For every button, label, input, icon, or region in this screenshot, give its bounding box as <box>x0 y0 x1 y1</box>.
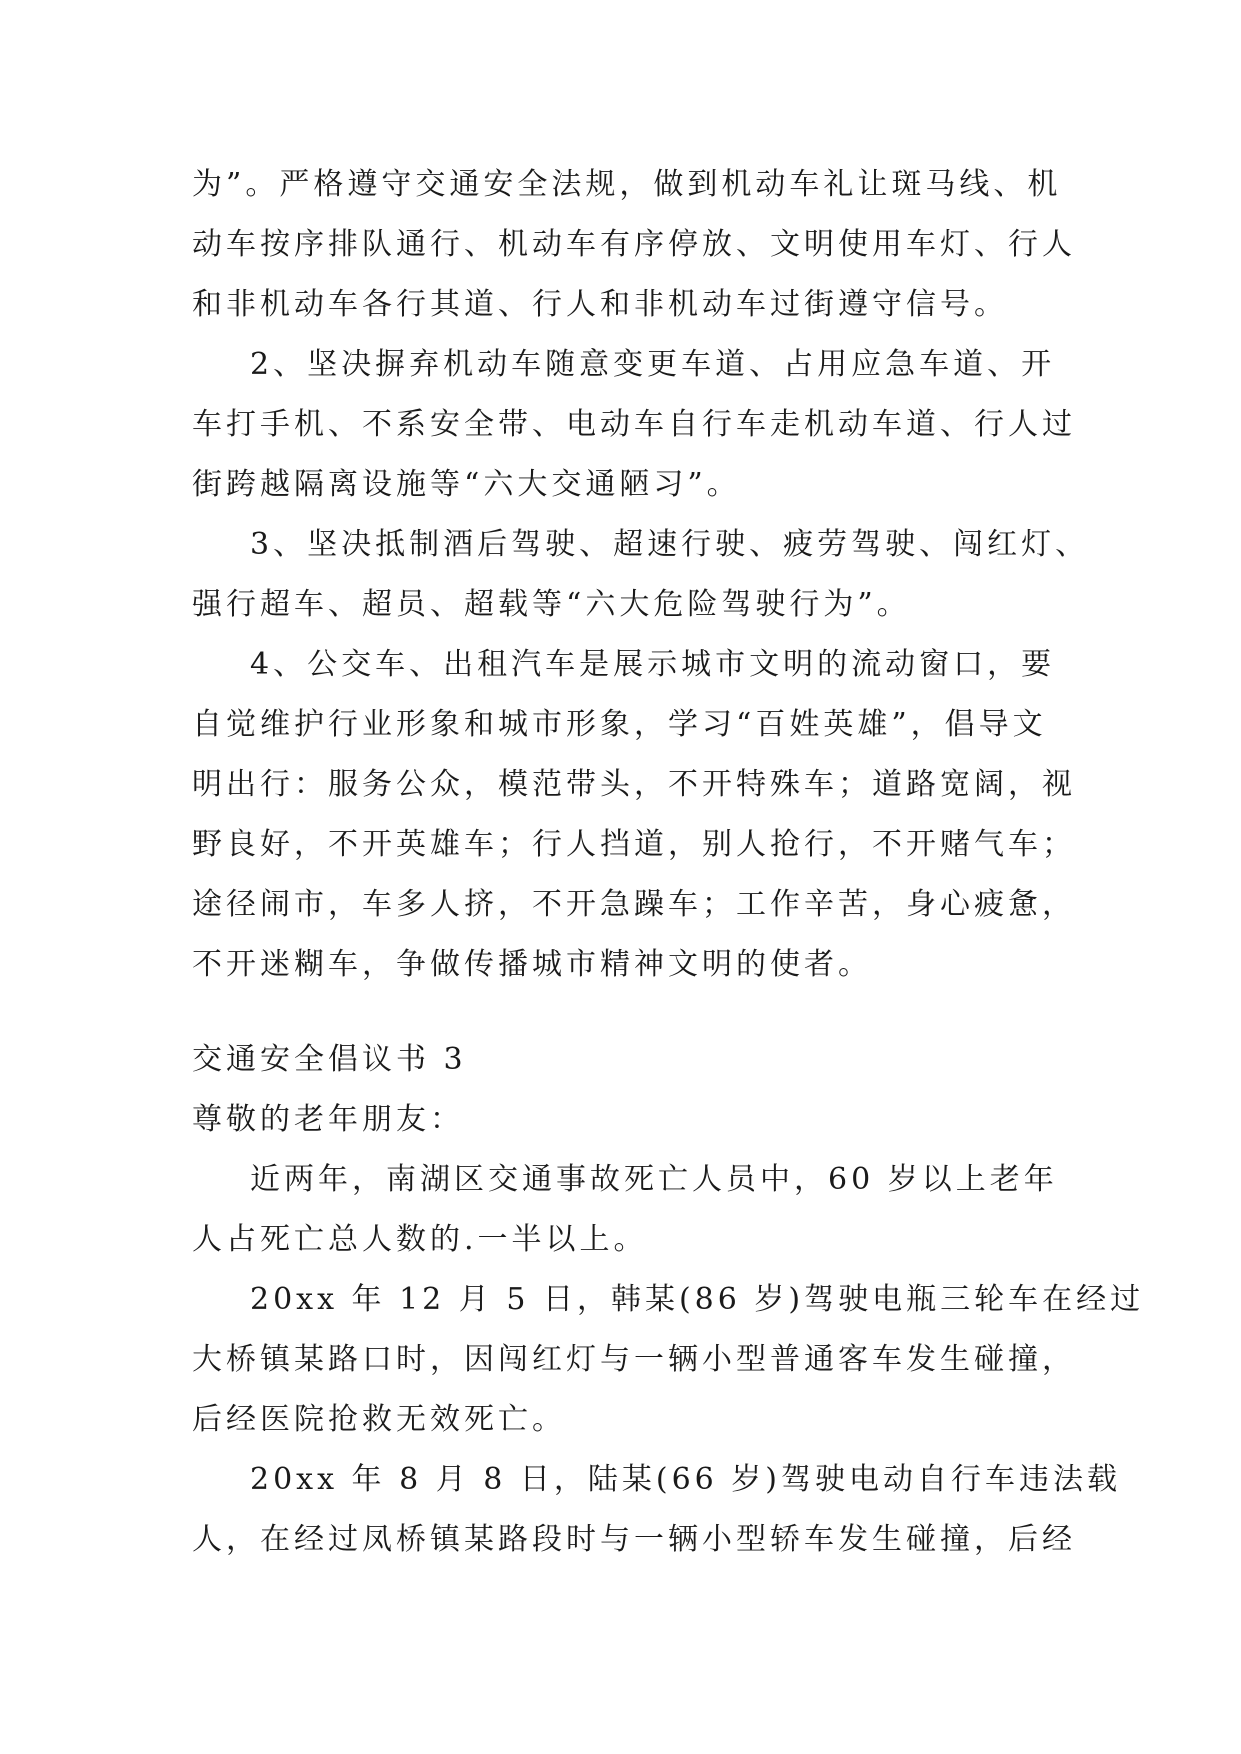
case-2-line-2: 人，在经过凤桥镇某路段时与一辆小型轿车发生碰撞，后经 <box>192 1522 1076 1557</box>
item-2-line-3: 街跨越隔离设施等“六大交通陋习”。 <box>192 467 741 502</box>
item-2-line-2: 车打手机、不系安全带、电动车自行车走机动车道、行人过 <box>192 407 1076 442</box>
case-2-line-1: 20xx 年 8 月 8 日，陆某(66 岁)驾驶电动自行车违法载 <box>250 1462 1121 1497</box>
item-4-line-1: 4、公交车、出租汽车是展示城市文明的流动窗口，要 <box>250 647 1056 682</box>
item-4-line-6: 不开迷糊车，争做传播城市精神文明的使者。 <box>192 947 872 982</box>
item-4-line-3: 明出行：服务公众，模范带头，不开特殊车；道路宽阔，视 <box>192 767 1076 802</box>
case-1-line-3: 后经医院抢救无效死亡。 <box>192 1402 566 1437</box>
salutation: 尊敬的老年朋友： <box>192 1102 464 1137</box>
item-3-line-1: 3、坚决抵制酒后驾驶、超速行驶、疲劳驾驶、闯红灯、 <box>250 527 1090 562</box>
item-4-line-5: 途径闹市，车多人挤，不开急躁车；工作辛苦，身心疲惫， <box>192 887 1076 922</box>
paragraph-1-line-2: 动车按序排队通行、机动车有序停放、文明使用车灯、行人 <box>192 227 1076 262</box>
intro-line-2: 人占死亡总人数的.一半以上。 <box>192 1222 648 1257</box>
item-2-line-1: 2、坚决摒弃机动车随意变更车道、占用应急车道、开 <box>250 347 1056 382</box>
case-1-line-1: 20xx 年 12 月 5 日，韩某(86 岁)驾驶电瓶三轮车在经过 <box>250 1282 1145 1317</box>
case-1-line-2: 大桥镇某路口时，因闯红灯与一辆小型普通客车发生碰撞， <box>192 1342 1076 1377</box>
item-3-line-2: 强行超车、超员、超载等“六大危险驾驶行为”。 <box>192 587 911 622</box>
paragraph-1-line-3: 和非机动车各行其道、行人和非机动车过街遵守信号。 <box>192 287 1008 322</box>
paragraph-1-line-1: 为”。严格遵守交通安全法规，做到机动车礼让斑马线、机 <box>192 167 1062 202</box>
section-heading: 交通安全倡议书 3 <box>192 1042 467 1077</box>
item-4-line-4: 野良好，不开英雄车；行人挡道，别人抢行，不开赌气车； <box>192 827 1076 862</box>
item-4-line-2: 自觉维护行业形象和城市形象，学习“百姓英雄”，倡导文 <box>192 707 1047 742</box>
intro-line-1: 近两年，南湖区交通事故死亡人员中，60 岁以上老年 <box>250 1162 1058 1197</box>
